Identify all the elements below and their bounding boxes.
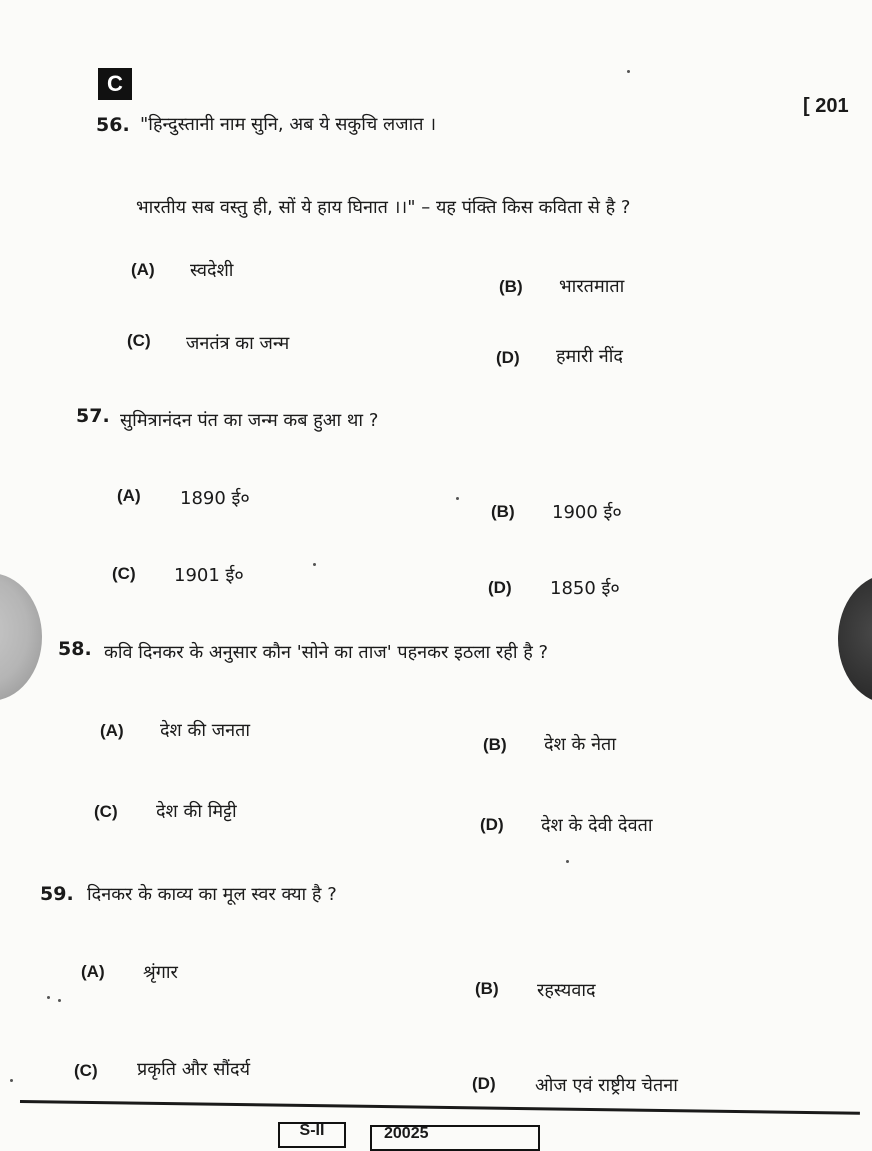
option-text: ओज एवं राष्ट्रीय चेतना bbox=[535, 1075, 678, 1096]
option-label: (C) bbox=[112, 564, 136, 583]
option-label: (C) bbox=[94, 802, 118, 821]
option-text: जनतंत्र का जन्म bbox=[186, 333, 290, 354]
option-label: (D) bbox=[488, 578, 512, 597]
option-text: भारतमाता bbox=[559, 276, 625, 297]
option-text: 1850 ई० bbox=[550, 578, 620, 599]
option-text: 1900 ई० bbox=[552, 502, 622, 523]
question-text: सुमित्रानंदन पंत का जन्म कब हुआ था ? bbox=[120, 410, 379, 431]
speck bbox=[456, 497, 459, 500]
footer-rule bbox=[20, 1100, 860, 1115]
section-badge: C bbox=[98, 68, 132, 100]
speck bbox=[627, 70, 630, 73]
option-label: (A) bbox=[131, 260, 155, 279]
option-label: (B) bbox=[499, 277, 523, 296]
speck bbox=[313, 563, 316, 566]
speck bbox=[47, 996, 50, 999]
question-number: 57. bbox=[76, 405, 110, 427]
footer-code-left: S-II bbox=[278, 1122, 346, 1148]
option-text: 1890 ई० bbox=[180, 488, 250, 509]
speck bbox=[10, 1079, 13, 1082]
option-label: (B) bbox=[491, 502, 515, 521]
speck bbox=[58, 999, 61, 1002]
option-text: 1901 ई० bbox=[174, 565, 244, 586]
option-label: (A) bbox=[100, 721, 124, 740]
option-text: रहस्यवाद bbox=[537, 980, 596, 1001]
option-text: देश की जनता bbox=[160, 720, 250, 741]
option-label: (B) bbox=[475, 979, 499, 998]
punch-hole-right bbox=[838, 574, 872, 704]
option-label: (A) bbox=[117, 486, 141, 505]
option-label: (C) bbox=[74, 1061, 98, 1080]
question-number: 59. bbox=[40, 883, 74, 905]
option-text: देश के देवी देवता bbox=[541, 815, 653, 836]
question-text: कवि दिनकर के अनुसार कौन 'सोने का ताज' पहनकर इठला रही है ? bbox=[104, 642, 549, 663]
option-label: (B) bbox=[483, 735, 507, 754]
speck bbox=[566, 860, 569, 863]
option-label: (C) bbox=[127, 331, 151, 350]
option-text: श्रृंगार bbox=[143, 962, 178, 983]
page-number: [ 201 bbox=[803, 95, 849, 117]
option-label: (D) bbox=[496, 348, 520, 367]
question-text: भारतीय सब वस्तु ही, सों ये हाय घिनात ।।" – यह पंक्ति किस कविता से है ? bbox=[136, 197, 631, 218]
option-text: हमारी नींद bbox=[556, 346, 623, 367]
option-label: (D) bbox=[472, 1074, 496, 1093]
question-text: दिनकर के काव्य का मूल स्वर क्या है ? bbox=[87, 884, 337, 905]
option-label: (D) bbox=[480, 815, 504, 834]
question-text: "हिन्दुस्तानी नाम सुनि, अब ये सकुचि लजात । bbox=[140, 114, 437, 135]
question-number: 56. bbox=[96, 114, 130, 136]
option-text: देश की मिट्टी bbox=[156, 801, 237, 822]
option-text: देश के नेता bbox=[544, 734, 616, 755]
punch-hole-left bbox=[0, 573, 42, 701]
footer-code-right: 20025 bbox=[370, 1125, 540, 1151]
question-number: 58. bbox=[58, 638, 92, 660]
option-text: प्रकृति और सौंदर्य bbox=[137, 1059, 251, 1080]
option-label: (A) bbox=[81, 962, 105, 981]
option-text: स्वदेशी bbox=[190, 260, 234, 281]
